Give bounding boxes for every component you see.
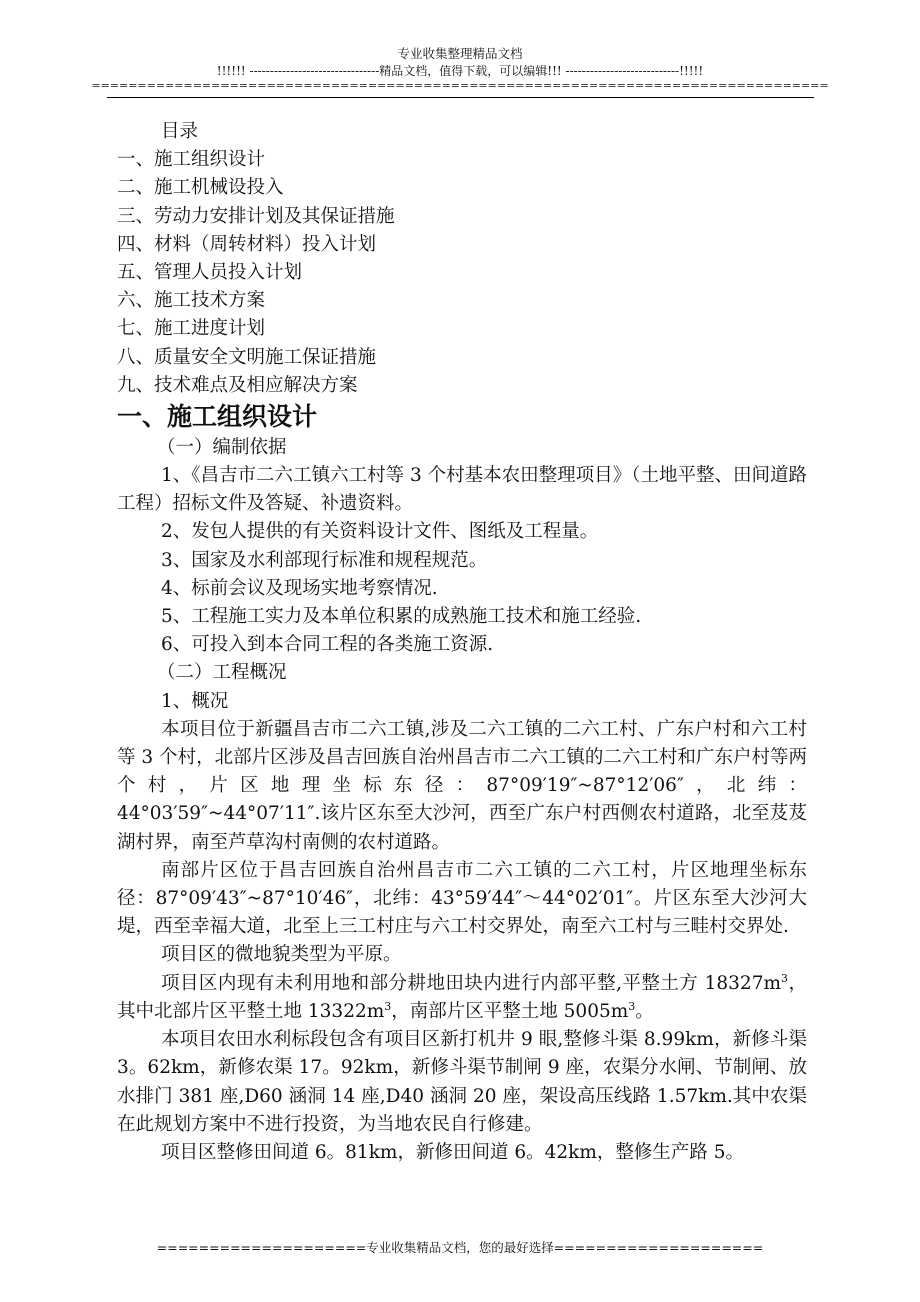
basis-item: 4、标前会议及现场实地考察情况. [161,577,438,599]
header-title: 专业收集整理精品文档 [397,46,523,61]
header-separator: ================================================================================ [91,80,829,92]
toc-item: 二、施工机械设投入 [117,177,284,199]
header-rule [107,97,814,98]
subsection-title: （二）工程概况 [157,662,287,684]
document-body [117,118,807,1167]
toc-item: 四、材料（周转材料）投入计划 [117,233,377,255]
toc-item: 九、技术难点及相应解决方案 [117,374,358,396]
toc-item: 八、质量安全文明施工保证措施 [117,346,377,368]
paragraph-roads: 项目区整修田间道 6。81km，新修田间道 6。42km，整修生产路 5。 [161,1141,745,1163]
toc-list [117,146,807,400]
paragraph-landform: 项目区的微地貌类型为平原。 [161,944,402,966]
basis-item: 2、发包人提供的有关资料设计文件、图纸及工程量。 [161,521,599,543]
basis-item: 6、可投入到本合同工程的各类施工资源. [161,634,494,656]
toc-item: 一、施工组织设计 [117,149,266,171]
basis-item: 5、工程施工实力及本单位积累的成熟施工技术和施工经验. [161,606,642,628]
toc-title: 目录 [161,121,199,142]
section-heading: 一、施工组织设计 [117,401,318,431]
toc-item: 五、管理人员投入计划 [117,261,303,283]
basis-item: 3、国家及水利部现行标准和规程规范。 [161,549,488,571]
paragraph-location: 本项目位于新疆昌吉市二六工镇,涉及二六工镇的二六工村、广东户村和六工村等 3 个村，北部片区涉及昌吉回族自治州昌吉市二六工镇的二六工村和广东户村等两个村，片区地理坐标东径：87°09′19″~87°12′06″，北纬：44°03′59″~44°07′11″.该片区东至大沙河，西至广东户村西侧农村道路，北至芨芨湖村界，南至芦草沟村南侧的农村道路。 [117,718,807,853]
paragraph-irrigation: 本项目农田水利标段包含有项目区新打机井 9 眼,整修斗渠 8.99km，新修斗渠 3。62km，新修农渠 17。92km，新修斗渠节制闸 9 座，农渠分水闸、节制闸、放水排门 381 座,D60 涵洞 14 座,D40 涵洞 20 座，架设高压线路 1.57km.其中农渠在此规划方案中不进行投资，为当地农民自行修建。 [117,1029,807,1135]
toc-item: 七、施工进度计划 [117,318,266,340]
toc-item: 六、施工技术方案 [117,290,266,312]
footer-text: ====================专业收集精品文档，您的最好选择==================== [156,1240,764,1255]
paragraph-south-area: 南部片区位于昌吉回族自治州昌吉市二六工镇的二六工村，片区地理坐标东径：87°09′43″~87°10′46″，北纬：43°59′44″～44°02′01″。片区东至大沙河大堤，西至幸福大道，北至上三工村庄与六工村交界处，南至六工村与三畦村交界处. [117,859,807,938]
subsection-title: （一）编制依据 [157,436,287,458]
header-banner: !!!!!! --------------------------------精品文档，值得下载，可以编辑!!! ----------------------------!!!!! [216,64,704,78]
overview-item-title: 1、概况 [161,690,229,712]
paragraph-earthwork: 项目区内现有未利用地和部分耕地田块内进行内部平整,平整土方 $18327m^3$，其中北部片区平整土地 $13322m^3$，南部片区平整土地 $5005m^3$。 [117,971,807,1022]
basis-item: 1、《昌吉市二六工镇六工村等 3 个村基本农田整理项目》（土地平整、田间道路工程）招标文件及答疑、补遗资料。 [117,465,807,515]
toc-item: 三、劳动力安排计划及其保证措施 [117,205,395,227]
